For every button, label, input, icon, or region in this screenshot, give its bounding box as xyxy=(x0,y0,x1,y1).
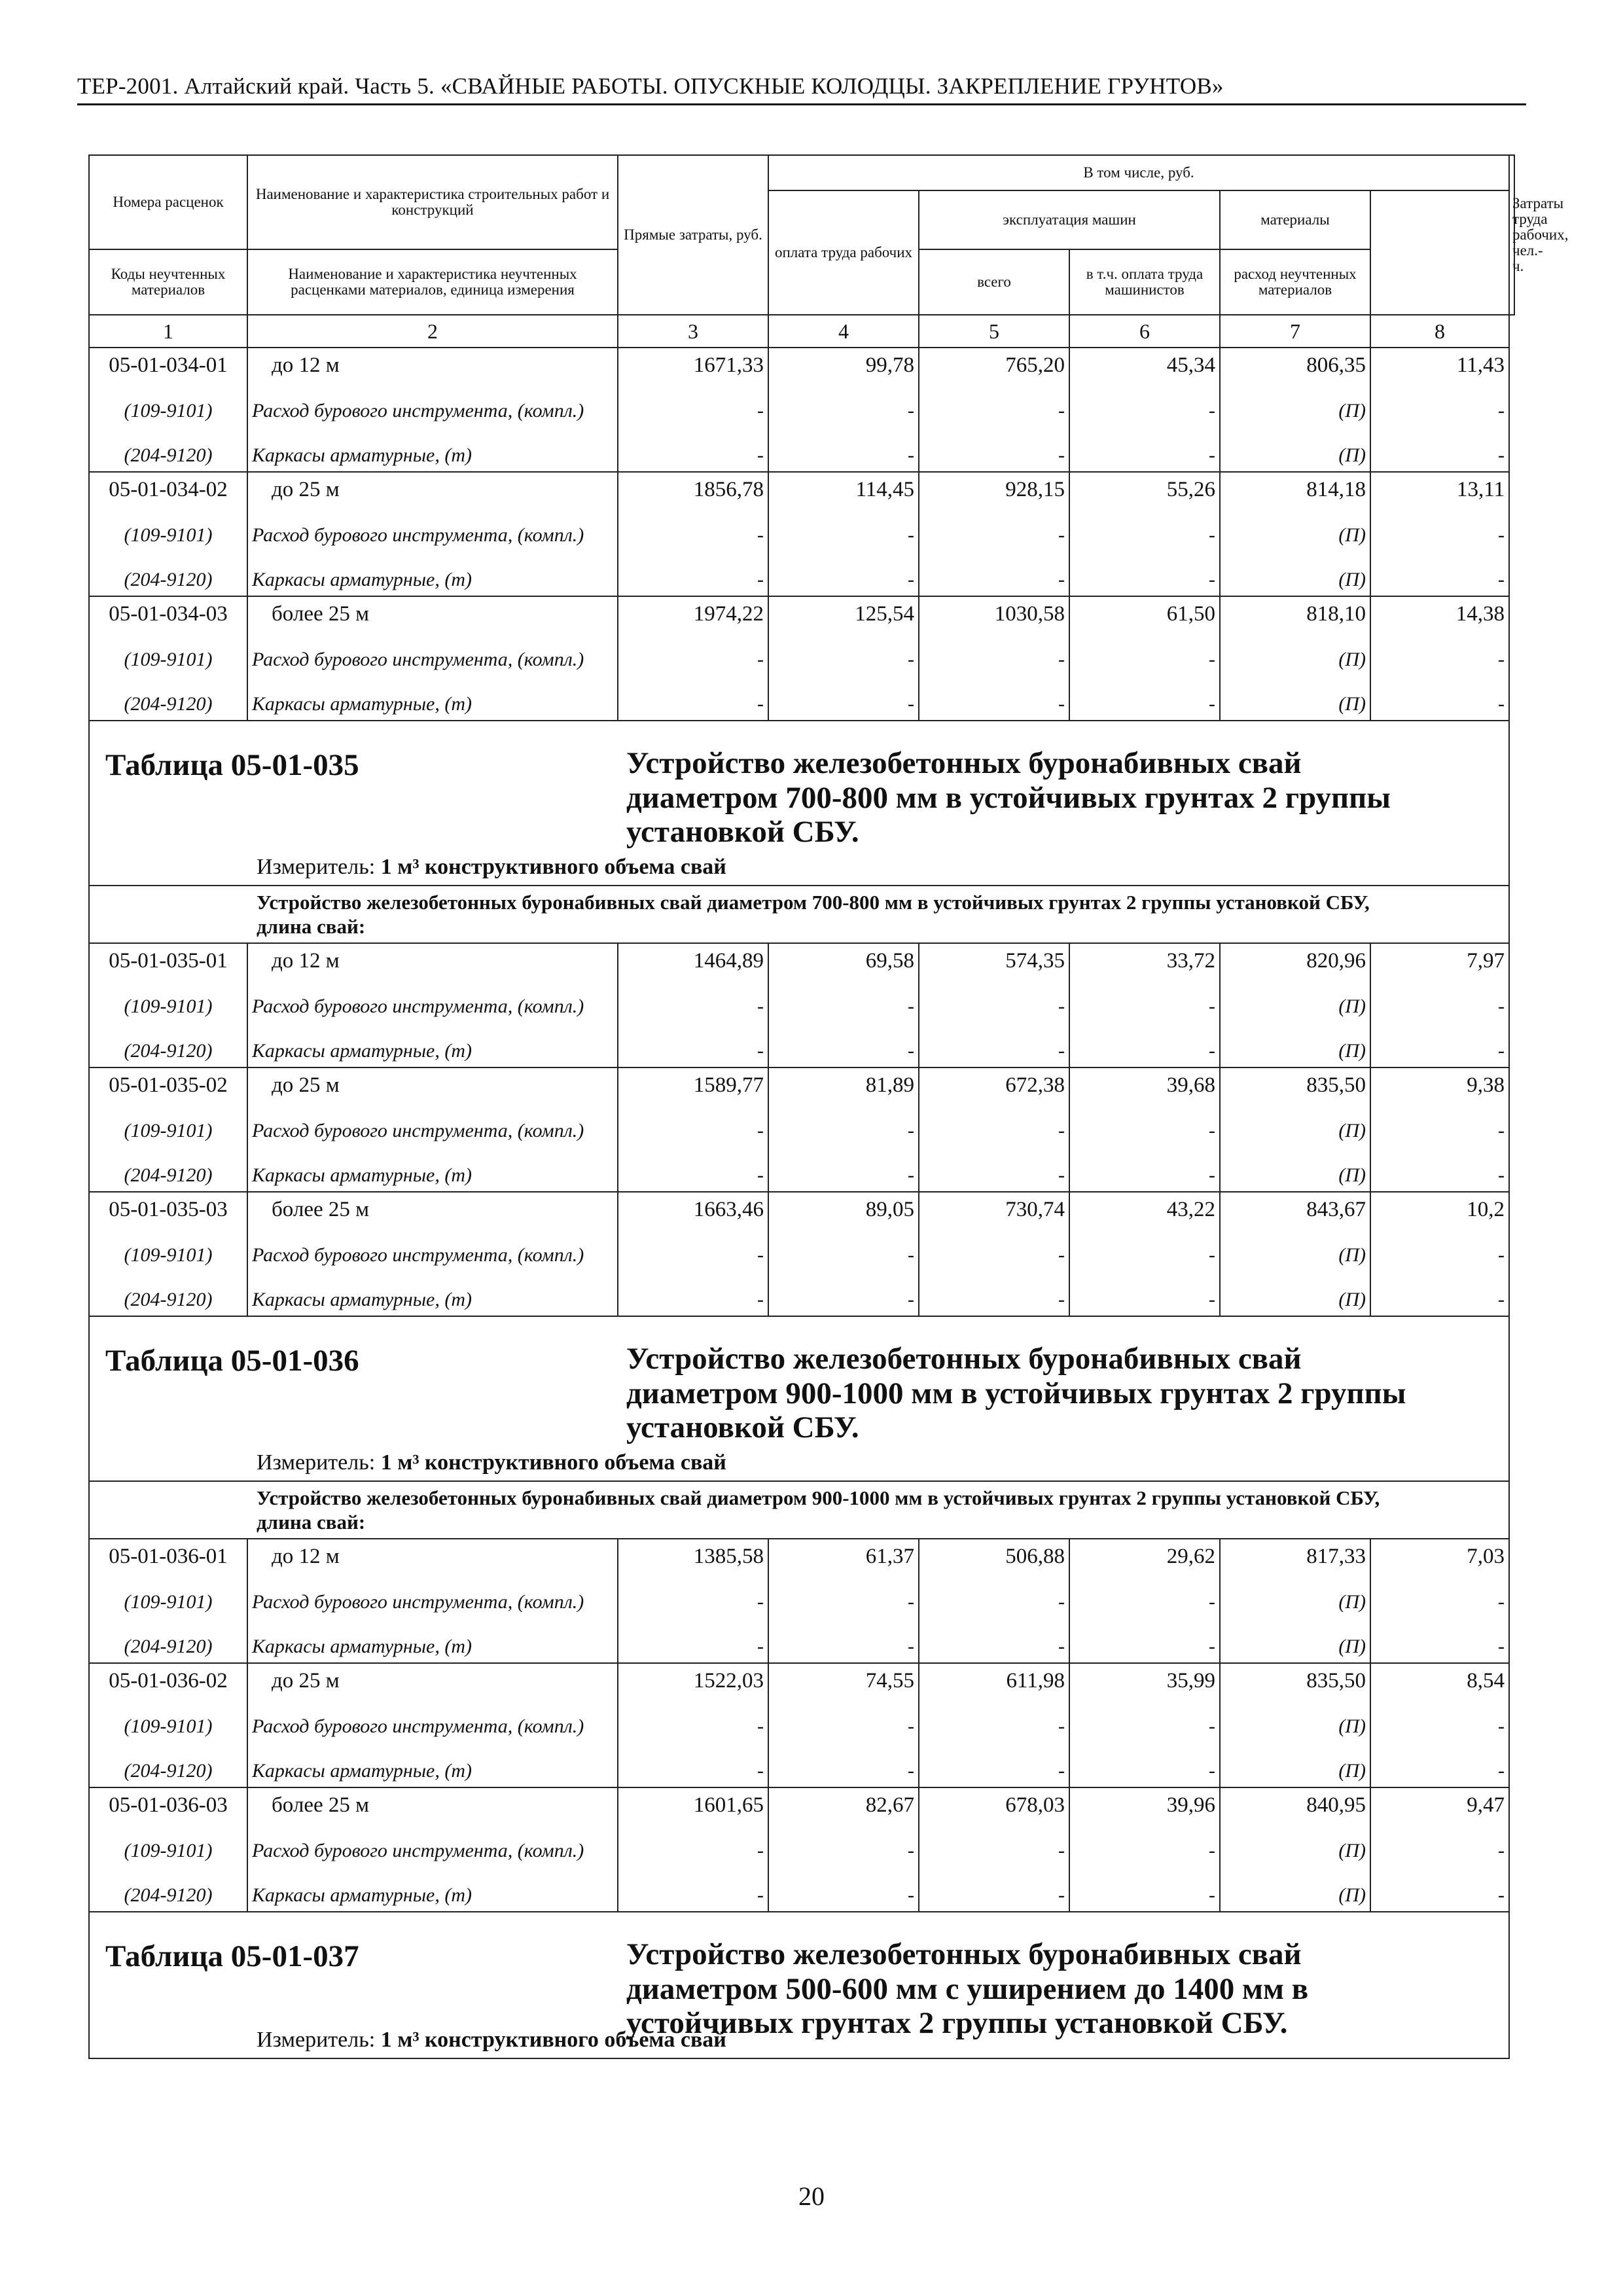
rate-code: 05-01-035-01 xyxy=(89,943,247,978)
material-unaccounted-mark: (П) xyxy=(1220,382,1370,440)
material-unaccounted-mark: (П) xyxy=(1220,440,1370,472)
material-unaccounted-mark: (П) xyxy=(1220,1284,1370,1316)
rate-value: 14,38 xyxy=(1370,596,1509,631)
rate-value: 1522,03 xyxy=(618,1663,768,1698)
empty-dash: - xyxy=(919,1102,1069,1160)
empty-dash: - xyxy=(768,1035,919,1067)
empty-dash: - xyxy=(919,440,1069,472)
col-number: 4 xyxy=(768,315,919,348)
empty-dash: - xyxy=(618,1631,768,1663)
material-unaccounted-mark: (П) xyxy=(1220,1822,1370,1880)
material-unaccounted-mark: (П) xyxy=(1220,564,1370,596)
material-name: Расход бурового инструмента, (компл.) xyxy=(247,1698,618,1755)
empty-dash: - xyxy=(1370,978,1509,1035)
empty-dash: - xyxy=(1370,1102,1509,1160)
empty-dash: - xyxy=(1370,1631,1509,1663)
rate-value: 1385,58 xyxy=(618,1539,768,1573)
material-name: Каркасы арматурные, (т) xyxy=(247,1160,618,1192)
unit-value: 1 м³ конструктивного объема свай xyxy=(380,855,726,879)
page-header: ТЕР-2001. Алтайский край. Часть 5. «СВАЙНЫЕ РАБОТЫ. ОПУСКНЫЕ КОЛОДЦЫ. ЗАКРЕПЛЕНИЕ ГРУНТОВ» xyxy=(77,73,1526,105)
col-number: 6 xyxy=(1069,315,1220,348)
head-materials: материалы xyxy=(1220,190,1370,249)
rate-value: 1589,77 xyxy=(618,1067,768,1102)
material-name: Каркасы арматурные, (т) xyxy=(247,1284,618,1316)
material-code: (204-9120) xyxy=(89,1035,247,1067)
empty-dash: - xyxy=(618,689,768,721)
empty-dash: - xyxy=(919,1227,1069,1284)
empty-dash: - xyxy=(618,1284,768,1316)
empty-dash: - xyxy=(618,978,768,1035)
material-code: (109-9101) xyxy=(89,1698,247,1755)
empty-dash: - xyxy=(1069,631,1220,689)
section-description: Устройство железобетонных буронабивных свай диаметром 900-1000 мм в устойчивых грунтах 2 группы установкой СБУ. xyxy=(626,1342,1406,1445)
empty-dash: - xyxy=(1370,1284,1509,1316)
rate-value: 69,58 xyxy=(768,943,919,978)
material-unaccounted-mark: (П) xyxy=(1220,978,1370,1035)
empty-dash: - xyxy=(768,1631,919,1663)
empty-dash: - xyxy=(1069,978,1220,1035)
rate-name: до 12 м xyxy=(247,943,618,978)
empty-dash: - xyxy=(618,1227,768,1284)
rate-value: 843,67 xyxy=(1220,1192,1370,1227)
rate-value: 39,68 xyxy=(1069,1067,1220,1102)
rate-value: 1671,33 xyxy=(618,348,768,382)
empty-dash: - xyxy=(1370,507,1509,564)
section-description: Устройство железобетонных буронабивных свай диаметром 700-800 мм в устойчивых грунтах 2 группы установкой СБУ. xyxy=(626,746,1391,850)
material-name: Каркасы арматурные, (т) xyxy=(247,1631,618,1663)
empty-dash: - xyxy=(618,1698,768,1755)
rate-name: более 25 м xyxy=(247,596,618,631)
empty-dash: - xyxy=(1370,1880,1509,1912)
empty-dash: - xyxy=(1069,1880,1220,1912)
rates-table xyxy=(88,154,1569,2059)
rate-value: 10,2 xyxy=(1370,1192,1509,1227)
material-row xyxy=(89,1755,1514,1787)
empty-dash: - xyxy=(618,1755,768,1787)
material-row xyxy=(89,382,1514,440)
rate-value: 125,54 xyxy=(768,596,919,631)
empty-dash: - xyxy=(1069,1698,1220,1755)
empty-dash: - xyxy=(919,1698,1069,1755)
rate-name: до 25 м xyxy=(247,1663,618,1698)
rate-value: 7,97 xyxy=(1370,943,1509,978)
rate-value: 43,22 xyxy=(1069,1192,1220,1227)
empty-dash: - xyxy=(618,1160,768,1192)
material-name: Расход бурового инструмента, (компл.) xyxy=(247,1822,618,1880)
material-unaccounted-mark: (П) xyxy=(1220,1227,1370,1284)
head-direct-costs: Прямые затраты, руб. xyxy=(618,155,768,315)
head-unaccounted-names: Наименование и характеристика неучтенных расценками материалов, единица измерения xyxy=(247,249,618,315)
empty-dash: - xyxy=(1370,1755,1509,1787)
rate-value: 817,33 xyxy=(1220,1539,1370,1573)
rate-value: 74,55 xyxy=(768,1663,919,1698)
material-code: (109-9101) xyxy=(89,1822,247,1880)
rate-value: 35,99 xyxy=(1069,1663,1220,1698)
material-row xyxy=(89,564,1514,596)
unit-value: 1 м³ конструктивного объема свай xyxy=(380,1450,726,1475)
empty-dash: - xyxy=(919,1160,1069,1192)
empty-dash: - xyxy=(768,978,919,1035)
material-name: Каркасы арматурные, (т) xyxy=(247,564,618,596)
material-code: (204-9120) xyxy=(89,689,247,721)
empty-dash: - xyxy=(1069,1160,1220,1192)
empty-dash: - xyxy=(768,631,919,689)
rate-value: 1663,46 xyxy=(618,1192,768,1227)
empty-dash: - xyxy=(618,1102,768,1160)
material-code: (109-9101) xyxy=(89,382,247,440)
empty-dash: - xyxy=(618,440,768,472)
empty-dash: - xyxy=(618,1822,768,1880)
material-code: (204-9120) xyxy=(89,1160,247,1192)
rate-row xyxy=(89,1192,1514,1227)
rate-value: 678,03 xyxy=(919,1787,1069,1822)
empty-dash: - xyxy=(1069,1227,1220,1284)
material-row xyxy=(89,1698,1514,1755)
empty-dash: - xyxy=(768,1227,919,1284)
rate-value: 574,35 xyxy=(919,943,1069,978)
rate-value: 835,50 xyxy=(1220,1663,1370,1698)
rate-code: 05-01-034-03 xyxy=(89,596,247,631)
section-title: Таблица 05-01-036 xyxy=(105,1344,359,1378)
material-row xyxy=(89,507,1514,564)
rate-value: 11,43 xyxy=(1370,348,1509,382)
head-labor-costs: Затраты труда рабочих, чел.-ч. xyxy=(1509,155,1514,315)
rate-value: 61,37 xyxy=(768,1539,919,1573)
material-unaccounted-mark: (П) xyxy=(1220,1573,1370,1631)
empty-dash: - xyxy=(768,1822,919,1880)
rate-row xyxy=(89,1539,1514,1573)
empty-dash: - xyxy=(768,1102,919,1160)
rate-value: 7,03 xyxy=(1370,1539,1509,1573)
empty-dash: - xyxy=(768,1284,919,1316)
section-unit xyxy=(257,1450,726,1475)
rate-name: до 25 м xyxy=(247,472,618,507)
rate-value: 9,38 xyxy=(1370,1067,1509,1102)
empty-dash: - xyxy=(1069,507,1220,564)
rate-code: 05-01-034-01 xyxy=(89,348,247,382)
material-row xyxy=(89,1880,1514,1912)
empty-dash: - xyxy=(919,978,1069,1035)
empty-dash: - xyxy=(1069,564,1220,596)
empty-dash: - xyxy=(1370,1698,1509,1755)
col-number: 3 xyxy=(618,315,768,348)
material-code: (204-9120) xyxy=(89,440,247,472)
rate-row xyxy=(89,1663,1514,1698)
empty-dash: - xyxy=(768,440,919,472)
empty-dash: - xyxy=(1370,1227,1509,1284)
empty-dash: - xyxy=(919,1880,1069,1912)
material-code: (109-9101) xyxy=(89,978,247,1035)
rate-code: 05-01-036-01 xyxy=(89,1539,247,1573)
rate-value: 506,88 xyxy=(919,1539,1069,1573)
empty-dash: - xyxy=(618,564,768,596)
empty-dash: - xyxy=(768,564,919,596)
rate-value: 1974,22 xyxy=(618,596,768,631)
rate-row xyxy=(89,596,1514,631)
rate-row xyxy=(89,348,1514,382)
empty-dash: - xyxy=(1069,1822,1220,1880)
rate-value: 818,10 xyxy=(1220,596,1370,631)
empty-dash: - xyxy=(768,689,919,721)
section-subheader-row xyxy=(89,1481,1514,1539)
material-name: Каркасы арматурные, (т) xyxy=(247,1035,618,1067)
rate-value: 730,74 xyxy=(919,1192,1069,1227)
material-row xyxy=(89,1631,1514,1663)
head-incl-driver-pay: в т.ч. оплата труда машинистов xyxy=(1069,249,1220,315)
rate-value: 82,67 xyxy=(768,1787,919,1822)
material-unaccounted-mark: (П) xyxy=(1220,1035,1370,1067)
rate-name: до 25 м xyxy=(247,1067,618,1102)
empty-dash: - xyxy=(1370,382,1509,440)
material-row xyxy=(89,440,1514,472)
rate-code: 05-01-036-02 xyxy=(89,1663,247,1698)
material-name: Расход бурового инструмента, (компл.) xyxy=(247,507,618,564)
material-row xyxy=(89,1822,1514,1880)
material-name: Каркасы арматурные, (т) xyxy=(247,1755,618,1787)
head-labor-pay: оплата труда рабочих xyxy=(768,190,919,315)
rate-value: 13,11 xyxy=(1370,472,1509,507)
section-subheader: Устройство железобетонных буронабивных свай диаметром 900-1000 мм в устойчивых грунтах 2 группы установкой СБУ, длина свай: xyxy=(89,1481,1509,1539)
material-row xyxy=(89,978,1514,1035)
col-number: 1 xyxy=(89,315,247,348)
material-code: (204-9120) xyxy=(89,1880,247,1912)
table-section-header xyxy=(89,1912,1514,2058)
empty-dash: - xyxy=(1370,1160,1509,1192)
rate-value: 1601,65 xyxy=(618,1787,768,1822)
head-rate-numbers: Номера расценок xyxy=(89,155,247,249)
empty-dash: - xyxy=(919,507,1069,564)
material-row xyxy=(89,689,1514,721)
material-code: (109-9101) xyxy=(89,1573,247,1631)
material-code: (109-9101) xyxy=(89,507,247,564)
head-unaccounted-codes: Коды неучтенных материалов xyxy=(89,249,247,315)
empty-dash: - xyxy=(919,382,1069,440)
section-title: Таблица 05-01-035 xyxy=(105,748,359,782)
unit-label: Измеритель: xyxy=(257,1450,376,1475)
material-code: (204-9120) xyxy=(89,1631,247,1663)
material-unaccounted-mark: (П) xyxy=(1220,1698,1370,1755)
section-unit xyxy=(257,855,726,880)
material-unaccounted-mark: (П) xyxy=(1220,507,1370,564)
material-unaccounted-mark: (П) xyxy=(1220,689,1370,721)
empty-dash: - xyxy=(1370,440,1509,472)
empty-dash: - xyxy=(1069,1631,1220,1663)
empty-dash: - xyxy=(618,631,768,689)
section-subheader-row xyxy=(89,886,1514,943)
rate-value: 9,47 xyxy=(1370,1787,1509,1822)
rate-name: до 12 м xyxy=(247,1539,618,1573)
material-row xyxy=(89,1035,1514,1067)
empty-dash: - xyxy=(1370,1822,1509,1880)
material-name: Расход бурового инструмента, (компл.) xyxy=(247,631,618,689)
material-row xyxy=(89,1102,1514,1160)
empty-dash: - xyxy=(1370,1035,1509,1067)
rate-value: 765,20 xyxy=(919,348,1069,382)
head-unaccounted-materials-use: расход неучтенных материалов xyxy=(1220,249,1370,315)
head-works-name: Наименование и характеристика строительных работ и конструкций xyxy=(247,155,618,249)
empty-dash: - xyxy=(618,1880,768,1912)
material-name: Расход бурового инструмента, (компл.) xyxy=(247,1227,618,1284)
rate-value: 99,78 xyxy=(768,348,919,382)
empty-dash: - xyxy=(919,1035,1069,1067)
empty-dash: - xyxy=(1069,1102,1220,1160)
empty-dash: - xyxy=(1370,1573,1509,1631)
empty-dash: - xyxy=(618,507,768,564)
empty-dash: - xyxy=(768,1755,919,1787)
empty-dash: - xyxy=(1069,440,1220,472)
rate-code: 05-01-034-02 xyxy=(89,472,247,507)
unit-label: Измеритель: xyxy=(257,855,376,879)
rate-value: 814,18 xyxy=(1220,472,1370,507)
rate-row xyxy=(89,1787,1514,1822)
rate-value: 8,54 xyxy=(1370,1663,1509,1698)
rate-row xyxy=(89,943,1514,978)
empty-dash: - xyxy=(1370,631,1509,689)
rate-value: 820,96 xyxy=(1220,943,1370,978)
rate-value: 81,89 xyxy=(768,1067,919,1102)
empty-dash: - xyxy=(768,507,919,564)
rate-value: 55,26 xyxy=(1069,472,1220,507)
empty-dash: - xyxy=(618,1573,768,1631)
head-total: всего xyxy=(919,249,1069,315)
rate-value: 672,38 xyxy=(919,1067,1069,1102)
unit-label: Измеритель: xyxy=(257,2028,376,2052)
material-row xyxy=(89,631,1514,689)
head-machine-ops: эксплуатация машин xyxy=(919,190,1220,249)
empty-dash: - xyxy=(1069,1035,1220,1067)
material-name: Расход бурового инструмента, (компл.) xyxy=(247,978,618,1035)
rate-code: 05-01-035-03 xyxy=(89,1192,247,1227)
material-row xyxy=(89,1573,1514,1631)
material-code: (204-9120) xyxy=(89,1284,247,1316)
material-unaccounted-mark: (П) xyxy=(1220,631,1370,689)
material-name: Расход бурового инструмента, (компл.) xyxy=(247,382,618,440)
rate-value: 45,34 xyxy=(1069,348,1220,382)
empty-dash: - xyxy=(919,1284,1069,1316)
section-title: Таблица 05-01-037 xyxy=(105,1939,359,1973)
empty-dash: - xyxy=(919,1822,1069,1880)
empty-dash: - xyxy=(919,631,1069,689)
table-section-header xyxy=(89,1316,1514,1481)
empty-dash: - xyxy=(618,382,768,440)
empty-dash: - xyxy=(1370,689,1509,721)
section-cell xyxy=(89,1316,1509,1481)
empty-dash: - xyxy=(768,1160,919,1192)
material-unaccounted-mark: (П) xyxy=(1220,1102,1370,1160)
section-unit xyxy=(257,2028,726,2053)
table-section-header xyxy=(89,721,1514,886)
material-unaccounted-mark: (П) xyxy=(1220,1755,1370,1787)
unit-value: 1 м³ конструктивного объема свай xyxy=(380,2028,726,2052)
material-row xyxy=(89,1284,1514,1316)
empty-dash: - xyxy=(1069,1755,1220,1787)
empty-dash: - xyxy=(768,382,919,440)
rate-row xyxy=(89,1067,1514,1102)
empty-dash: - xyxy=(1069,1284,1220,1316)
rate-code: 05-01-036-03 xyxy=(89,1787,247,1822)
col-number: 2 xyxy=(247,315,618,348)
material-unaccounted-mark: (П) xyxy=(1220,1631,1370,1663)
col-number: 5 xyxy=(919,315,1069,348)
section-cell xyxy=(89,721,1509,886)
material-name: Расход бурового инструмента, (компл.) xyxy=(247,1102,618,1160)
empty-dash: - xyxy=(1370,564,1509,596)
rate-name: до 12 м xyxy=(247,348,618,382)
material-name: Каркасы арматурные, (т) xyxy=(247,1880,618,1912)
rate-name: более 25 м xyxy=(247,1787,618,1822)
rate-value: 39,96 xyxy=(1069,1787,1220,1822)
rate-value: 29,62 xyxy=(1069,1539,1220,1573)
empty-dash: - xyxy=(919,1755,1069,1787)
page-number: 20 xyxy=(798,2181,825,2211)
empty-dash: - xyxy=(919,1573,1069,1631)
material-code: (204-9120) xyxy=(89,564,247,596)
col-number: 7 xyxy=(1220,315,1370,348)
material-code: (109-9101) xyxy=(89,1227,247,1284)
section-subheader: Устройство железобетонных буронабивных свай диаметром 700-800 мм в устойчивых грунтах 2 группы установкой СБУ, длина свай: xyxy=(89,886,1509,943)
rate-row xyxy=(89,472,1514,507)
empty-dash: - xyxy=(768,1880,919,1912)
rate-value: 114,45 xyxy=(768,472,919,507)
rate-value: 835,50 xyxy=(1220,1067,1370,1102)
rate-value: 840,95 xyxy=(1220,1787,1370,1822)
empty-dash: - xyxy=(768,1573,919,1631)
empty-dash: - xyxy=(919,1631,1069,1663)
section-description: Устройство железобетонных буронабивных свай диаметром 500-600 мм с уширением до 1400 мм в устойчивых грунтах 2 группы установкой СБУ. xyxy=(626,1937,1309,2041)
material-name: Каркасы арматурные, (т) xyxy=(247,440,618,472)
material-row xyxy=(89,1160,1514,1192)
material-name: Каркасы арматурные, (т) xyxy=(247,689,618,721)
empty-dash: - xyxy=(618,1035,768,1067)
empty-dash: - xyxy=(1069,1573,1220,1631)
rate-value: 928,15 xyxy=(919,472,1069,507)
material-code: (109-9101) xyxy=(89,631,247,689)
rate-name: более 25 м xyxy=(247,1192,618,1227)
empty-dash: - xyxy=(768,1698,919,1755)
material-code: (204-9120) xyxy=(89,1755,247,1787)
col-number: 8 xyxy=(1370,315,1509,348)
material-unaccounted-mark: (П) xyxy=(1220,1160,1370,1192)
rate-value: 33,72 xyxy=(1069,943,1220,978)
rate-code: 05-01-035-02 xyxy=(89,1067,247,1102)
material-name: Расход бурового инструмента, (компл.) xyxy=(247,1573,618,1631)
rate-value: 806,35 xyxy=(1220,348,1370,382)
rate-value: 1856,78 xyxy=(618,472,768,507)
rate-value: 1030,58 xyxy=(919,596,1069,631)
rate-value: 611,98 xyxy=(919,1663,1069,1698)
head-incl: В том числе, руб. xyxy=(768,155,1509,190)
rate-value: 61,50 xyxy=(1069,596,1220,631)
rate-value: 1464,89 xyxy=(618,943,768,978)
empty-dash: - xyxy=(919,564,1069,596)
section-cell xyxy=(89,1912,1509,2058)
material-unaccounted-mark: (П) xyxy=(1220,1880,1370,1912)
material-row xyxy=(89,1227,1514,1284)
empty-dash: - xyxy=(1069,689,1220,721)
empty-dash: - xyxy=(1069,382,1220,440)
material-code: (109-9101) xyxy=(89,1102,247,1160)
empty-dash: - xyxy=(919,689,1069,721)
rate-value: 89,05 xyxy=(768,1192,919,1227)
